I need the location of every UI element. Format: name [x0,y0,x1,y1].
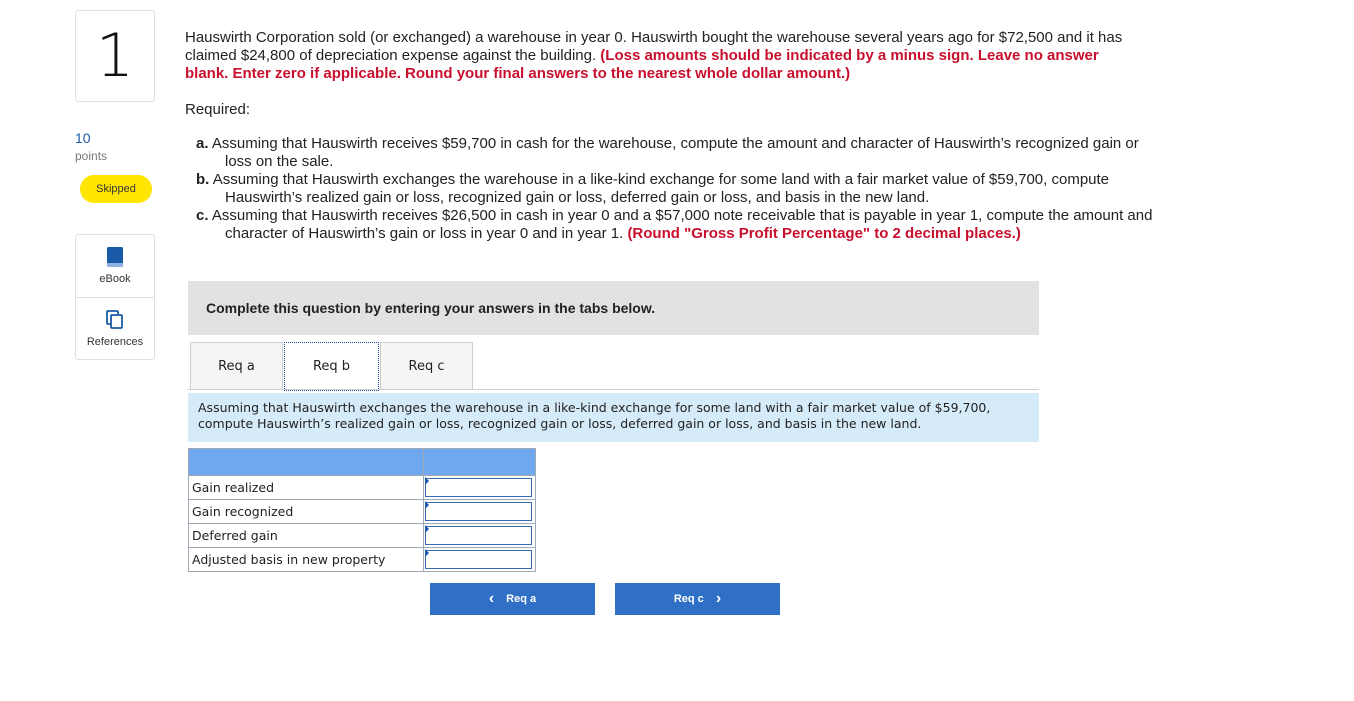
row-label-gain-recognized: Gain recognized [189,500,424,524]
instruction-bar: Complete this question by entering your answers in the tabs below. [188,281,1039,335]
points-value: 10 [75,130,91,146]
copy-icon [106,310,124,330]
chevron-left-icon: ‹ [488,590,495,607]
table-row [189,500,536,524]
status-badge: Skipped [80,175,152,203]
intro-instructions: (Loss amounts should be indicated by a minus sign. Leave no answer blank. Enter zero if applicable. Round your final answers to the nearest whole dollar amount.) [185,47,1099,82]
requirement-b-text: Assuming that Hauswirth exchanges the warehouse in a like-kind exchange for some land with a fair market value of $59,700, compute Hauswirth’s realized gain or loss, recognized gain or loss, deferred gain or loss, and basis in the new land. [212,171,1110,206]
adjusted-basis-input[interactable] [425,550,532,569]
requirement-c [196,207,1156,243]
row-label-gain-realized: Gain realized [189,476,424,500]
prev-req-label: Req a [506,593,537,605]
required-label: Required: [185,101,251,118]
table-header-row [189,449,536,476]
table-row [189,548,536,572]
question-number: 1 [75,10,155,102]
next-req-button[interactable] [615,583,780,615]
tab-req-a[interactable]: Req a [190,342,283,389]
requirements-list [196,135,1156,243]
task-description: Assuming that Hauswirth exchanges the warehouse in a like-kind exchange for some land with a fair market value of $59,700, compute Hauswirth’s realized gain or loss, recognized gain or loss, deferred gain or loss, and basis in the new land. [188,393,1039,442]
requirement-a [196,135,1156,171]
header-cell-label [189,449,424,476]
answer-table [188,448,536,572]
points-label: points [75,149,108,163]
requirement-c-text: Assuming that Hauswirth receives $26,500 in cash in year 0 and a $57,000 note receivable that is payable in year 1, compute the amount and character of Hauswirth’s gain or loss in year 0 and in year 1. [211,207,1153,242]
references-label: References [86,335,144,348]
requirement-a-text: Assuming that Hauswirth receives $59,700 in cash for the warehouse, compute the amount and character of Hauswirth’s recognized gain or loss on the sale. [211,135,1139,170]
gain-realized-input[interactable] [425,478,532,497]
book-icon [106,247,124,267]
prev-req-button[interactable] [430,583,595,615]
requirement-a-letter: a. [196,135,209,152]
references-button[interactable] [75,298,155,360]
ebook-label: eBook [99,273,131,285]
header-cell-value [424,449,536,476]
table-row [189,524,536,548]
row-label-deferred-gain: Deferred gain [189,524,424,548]
input-marker-icon [425,477,429,485]
input-marker-icon [425,525,429,533]
chevron-right-icon: › [715,590,722,607]
question-intro [185,29,1145,83]
requirement-c-letter: c. [196,207,209,224]
table-row [189,476,536,500]
intro-text: Hauswirth Corporation sold (or exchanged) a warehouse in year 0. Hauswirth bought the warehouse several years ago for $72,500 and it has claimed $24,800 of depreciation expense against the building. [185,29,1123,64]
input-marker-icon [425,501,429,509]
ebook-button[interactable] [75,234,155,298]
requirement-c-note: (Round "Gross Profit Percentage" to 2 decimal places.) [627,225,1021,242]
input-marker-icon [425,549,429,557]
requirement-b [196,171,1156,207]
requirement-b-letter: b. [196,171,210,188]
deferred-gain-input[interactable] [425,526,532,545]
tab-divider [188,389,1039,390]
tab-req-b[interactable]: Req b [284,342,379,391]
next-req-label: Req c [673,593,704,605]
gain-recognized-input[interactable] [425,502,532,521]
row-label-adjusted-basis: Adjusted basis in new property [189,548,424,572]
tab-req-c[interactable]: Req c [380,342,473,389]
